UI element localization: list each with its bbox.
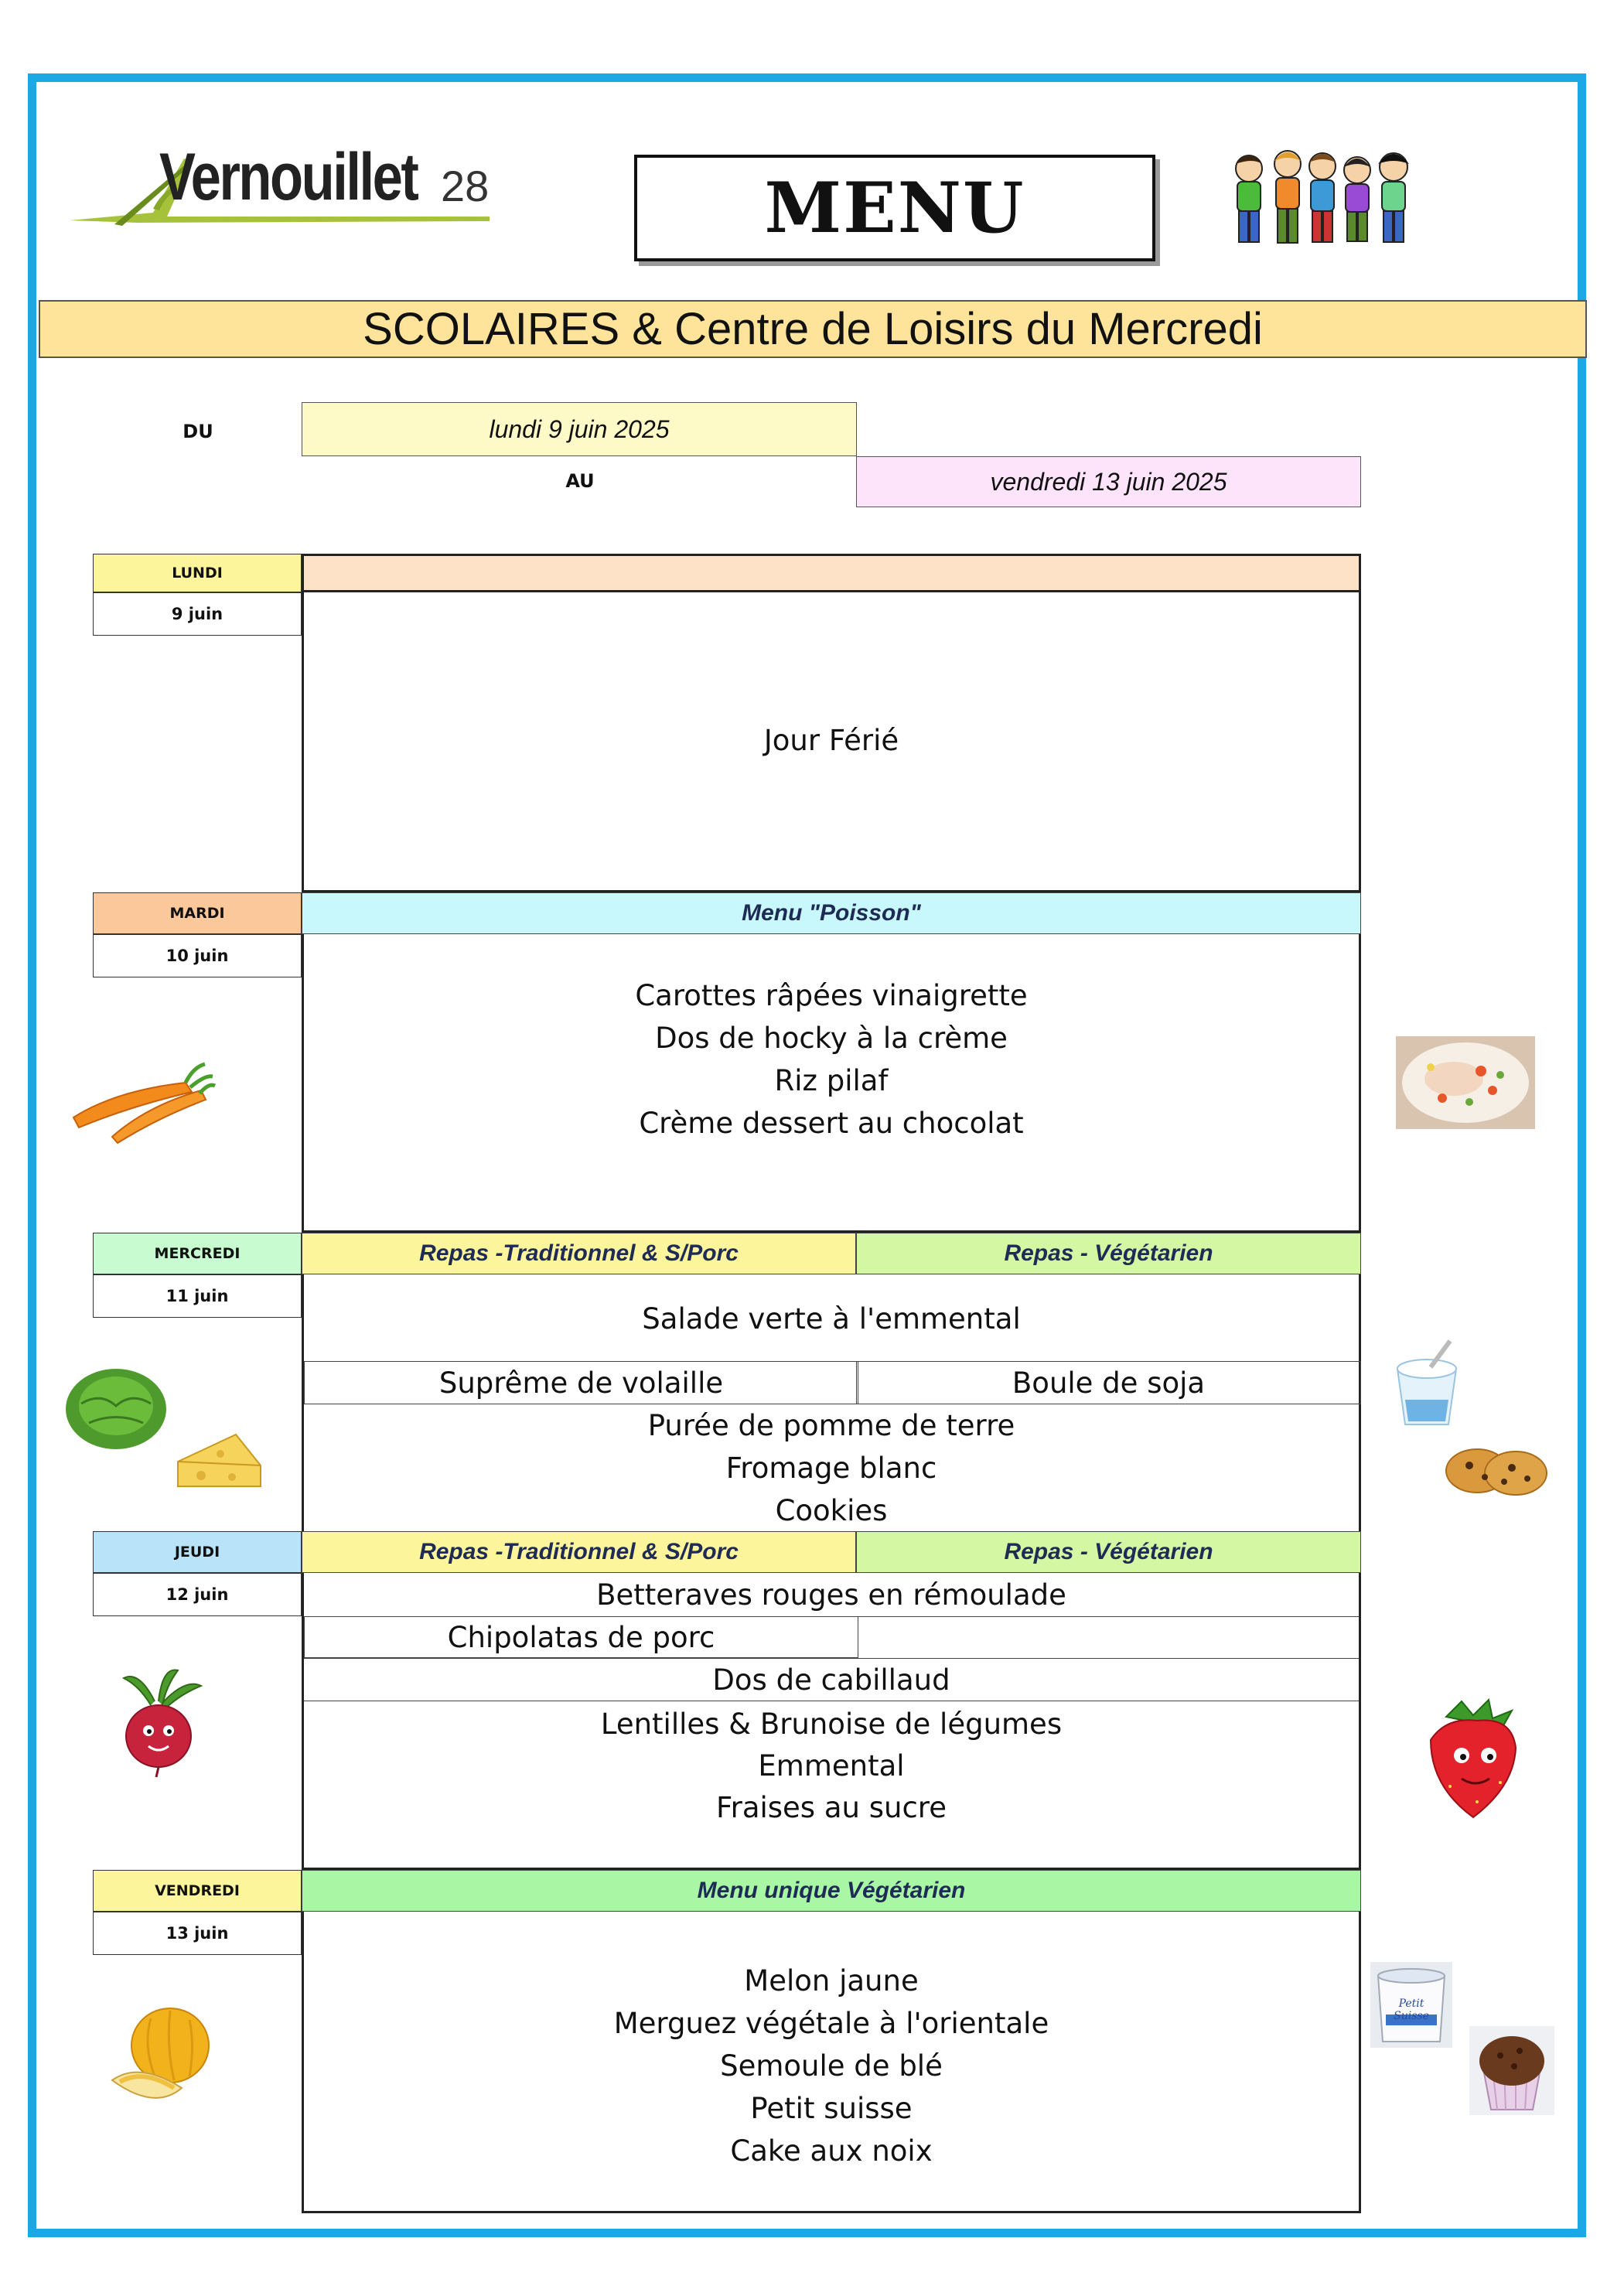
- dish-side: Riz pilaf: [774, 1064, 889, 1097]
- dish-main-fish: Dos de cabillaud: [304, 1658, 1359, 1701]
- dish-dessert: Cake aux noix: [730, 2134, 933, 2168]
- dish-dessert: Crème dessert au chocolat: [639, 1107, 1024, 1140]
- wednesday-trad-label: Repas -Traditionnel & S/Porc: [302, 1233, 856, 1274]
- thursday-menu-box: [302, 1573, 1361, 1870]
- carrots-icon: [70, 1059, 217, 1145]
- title-banner: [39, 300, 1587, 358]
- fish-dish-icon: [1396, 1036, 1535, 1129]
- lettuce-icon: [62, 1361, 178, 1454]
- strawberry-icon: [1415, 1694, 1539, 1825]
- day-label-monday: LUNDI: [93, 554, 302, 592]
- monday-header: [302, 554, 1361, 592]
- day-label-wednesday: MERCREDI: [93, 1233, 302, 1274]
- cookies-icon: [1442, 1438, 1551, 1500]
- dish-dessert: Cookies: [775, 1493, 888, 1527]
- beetroot-icon: [108, 1663, 209, 1779]
- day-date-friday: 13 juin: [93, 1912, 302, 1955]
- cheese-icon: [174, 1431, 267, 1493]
- dish-dairy: Fromage blanc: [725, 1452, 937, 1485]
- thursday-veg-label: Repas - Végétarien: [856, 1531, 1361, 1573]
- yogurt-icon: [1388, 1338, 1465, 1431]
- dish-starter: Salade verte à l'emmental: [642, 1302, 1021, 1336]
- to-label: AU: [565, 470, 595, 492]
- melon-icon: [108, 2003, 217, 2111]
- day-date-monday: 9 juin: [93, 592, 302, 636]
- dish-main-traditional: Chipolatas de porc: [304, 1616, 858, 1658]
- logo-number: 28: [441, 162, 490, 210]
- dish-side: Semoule de blé: [720, 2049, 943, 2083]
- day-date-tuesday: 10 juin: [93, 934, 302, 977]
- petit-suisse-label: Petit Suisse: [1394, 1997, 1429, 2022]
- menu-title: MENU: [764, 167, 1025, 249]
- dish-main-vegetarian: Boule de soja: [856, 1361, 1361, 1404]
- tuesday-menu-box: [302, 934, 1361, 1233]
- petit-suisse-icon: [1369, 1960, 1454, 2049]
- day-date-thursday: 12 juin: [93, 1573, 302, 1616]
- empty-cell: [856, 1616, 1359, 1658]
- dish-side: Purée de pomme de terre: [647, 1409, 1015, 1442]
- logo-name: Vernouillet: [159, 140, 418, 214]
- wednesday-veg-label: Repas - Végétarien: [856, 1233, 1361, 1274]
- day-label-tuesday: MARDI: [93, 892, 302, 934]
- dish-main: Dos de hocky à la crème: [655, 1022, 1008, 1055]
- monday-menu-box: [302, 591, 1361, 892]
- banner-text: SCOLAIRES & Centre de Loisirs du Mercredi: [363, 304, 1263, 354]
- holiday-note: Jour Férié: [763, 724, 899, 757]
- dish-main: Merguez végétale à l'orientale: [613, 2007, 1049, 2040]
- day-label-thursday: JEUDI: [93, 1531, 302, 1573]
- from-label: DU: [183, 421, 213, 442]
- dish-main-traditional: Suprême de volaille: [304, 1361, 858, 1404]
- thursday-trad-label: Repas -Traditionnel & S/Porc: [302, 1531, 856, 1573]
- tuesday-menu-label: Menu "Poisson": [302, 892, 1361, 934]
- dish-dessert: Fraises au sucre: [716, 1790, 947, 1824]
- dish-starter: Carottes râpées vinaigrette: [635, 979, 1028, 1012]
- dish-starter: Betteraves rouges en rémoulade: [596, 1578, 1066, 1612]
- vernouillet-logo: [68, 139, 501, 240]
- dish-side: Lentilles & Brunoise de légumes: [600, 1707, 1063, 1741]
- from-date: lundi 9 juin 2025: [302, 402, 857, 456]
- day-date-wednesday: 11 juin: [93, 1274, 302, 1318]
- friday-menu-box: [302, 1912, 1361, 2213]
- to-date: vendredi 13 juin 2025: [856, 456, 1361, 507]
- wednesday-menu-box: [302, 1274, 1361, 1531]
- menu-title-box: [634, 155, 1155, 261]
- muffin-icon: [1469, 2026, 1554, 2115]
- day-label-friday: VENDREDI: [93, 1870, 302, 1912]
- dish-dairy: Petit suisse: [750, 2092, 913, 2125]
- friday-menu-label: Menu unique Végétarien: [302, 1870, 1361, 1912]
- dish-dairy: Emmental: [758, 1748, 905, 1783]
- children-group-icon: [1214, 147, 1423, 255]
- dish-starter: Melon jaune: [744, 1964, 919, 1997]
